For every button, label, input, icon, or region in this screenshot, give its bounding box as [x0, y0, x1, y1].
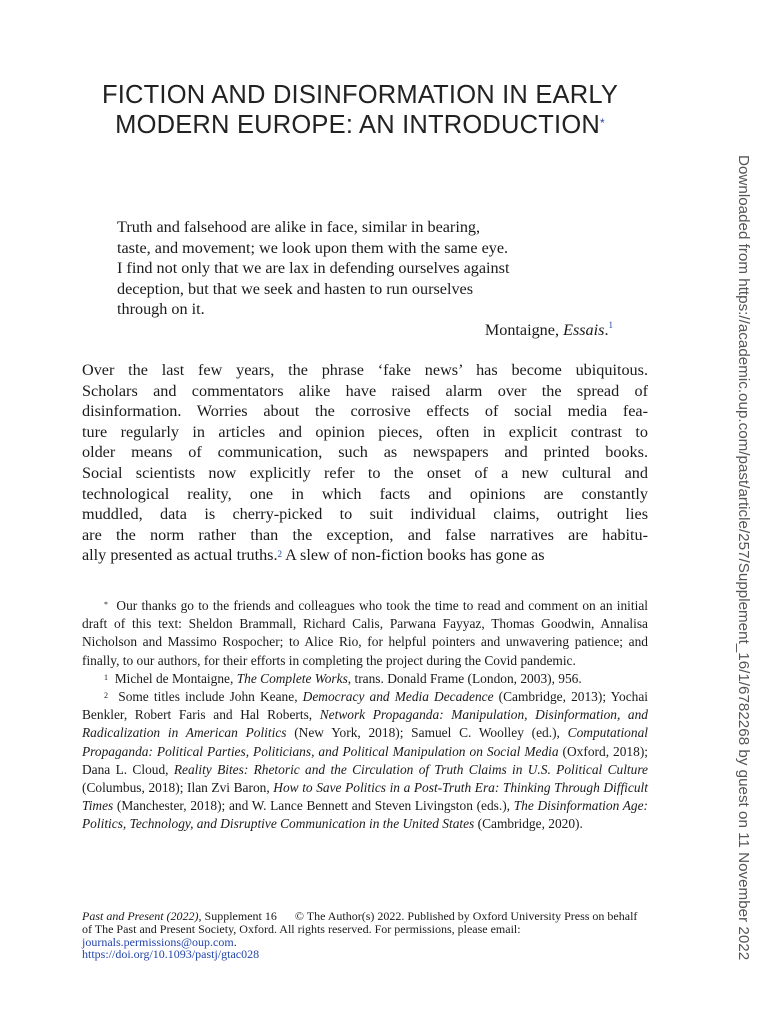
title-footnote-mark[interactable]: * [600, 116, 605, 130]
footnote-1: $^1$ Michel de Montaigne, The Complete Works, trans. Donald Frame (London, 2003), 956. [104, 670, 582, 686]
body-line: Over the last few years, the phrase ‘fake news’ has become ubiquitous. [82, 361, 648, 379]
footnote-2-segment: Some titles include John Keane, [118, 689, 303, 705]
copyright-notice: © The Author(s) 2022. Published by Oxford University Press on behalf of The Past and Present Society, Oxford. All rights reserved. For permissions, please email: [82, 909, 638, 936]
footnote-ref-1[interactable]: 1 [608, 320, 613, 330]
epigraph-line: Truth and falsehood are alike in face, similar in bearing, [117, 218, 481, 236]
footnote-2-segment: (New York, 2018); Samuel C. Woolley (ed.), [286, 725, 568, 741]
attribution-author: Montaigne, [484, 321, 560, 339]
article-title [60, 80, 660, 140]
body-line: are the norm rather than the exception, and false narratives are habitu- [82, 525, 648, 544]
page-footer: Past and Present (2022), Supplement 16 © The Author(s) 2022. Published by Oxford University Press on behalf of The Past and Present Society, Oxford. All rights reserved. For permissions, please email: journals.permissions@oup.com. https://doi.org/10.1093/pastj/gtac028 [82, 909, 638, 962]
footnote-2-segment: Democracy and Media Decadence [302, 689, 494, 705]
title-line-1: FICTION AND DISINFORMATION IN EARLY [101, 81, 619, 109]
epigraph-line: taste, and movement; we look upon them with the same eye. [117, 238, 509, 257]
epigraph [117, 217, 637, 320]
attribution-work: Essais [563, 321, 605, 339]
body-line: disinformation. Worries about the corrosive effects of social media fea- [82, 402, 648, 421]
epigraph-line: through on it. [117, 300, 205, 318]
body-line: technological reality, one in which facts and opinions are constantly [82, 484, 648, 503]
body-line: ture regularly in articles and opinion pieces, often in explicit contrast to [82, 422, 648, 441]
footnote-2-segment: Network Propaganda: Manipulation, Disinformation, and Radicalization in American Politics [82, 707, 648, 741]
footnote-2-segment: (Manchester, 2018); and W. Lance Bennett and Steven Livingston (eds.), [113, 798, 514, 814]
permissions-email-link[interactable]: journals.permissions@oup.com [82, 934, 234, 949]
doi-link[interactable]: https://doi.org/10.1093/pastj/gtac028 [82, 947, 260, 962]
body-text [82, 360, 648, 566]
body-line: older means of communication, such as newspapers and printed books. [82, 443, 648, 462]
footnote-ref-2[interactable]: 2 [277, 549, 283, 560]
footnote-star: * Our thanks go to the friends and colleagues who took the time to read and comment on an initial draft of this text: Sheldon Brammall, Richard Calis, Parwana Fayyaz, Thomas Goodwin, Annalisa Nicholson and Massimo Rospocher; to Alice Rio, for helpful pointers and unwavering patience; and finally, to our authors, for their efforts in completing the project during the Covid pandemic. [82, 598, 649, 668]
body-last-line: ally presented as actual truths.$^2$ A slew of non-fiction books has gone as [82, 546, 545, 565]
footnote-2-segment: Computational Propaganda: Political Parties, Politicians, and Political Manipulation on Social Media [82, 725, 648, 759]
footnote-2-segment: The Disinformation Age: Politics, Technology, and Disruptive Communication in the United States [82, 798, 648, 832]
body-line: Social scientists now explicitly refer to the onset of a new cultural and [82, 463, 648, 482]
footnote-2-segment: (Columbus, 2018); Ilan Zvi Baron, [82, 780, 274, 796]
body-line: Scholars and commentators alike have raised alarm over the spread of [82, 381, 648, 400]
body-line: muddled, data is cherry-picked to suit individual claims, outright lies [82, 505, 648, 524]
footnote-2-segment: How to Save Politics in a Post-Truth Era: Thinking Through Difficult Times [82, 780, 648, 814]
footnote-2-segment: Reality Bites: Rhetoric and the Circulation of Truth Claims in U.S. Political Culture [173, 761, 648, 777]
epigraph-line: I find not only that we are lax in defending ourselves against [117, 259, 510, 277]
footnote-2-segment: (Oxford, 2018); Dana L. Cloud, [82, 743, 648, 777]
supplement: Supplement 16 [204, 909, 277, 923]
footnote-2-segment: (Cambridge, 2020). [474, 816, 583, 832]
footnote-2: $^2$ Some titles include John Keane, Democracy and Media Decadence (Cambridge, 2013); Yochai Benkler, Robert Faris and Hal Roberts, Network Propaganda: Manipulation, Disinformation, and Radicalization in American Politics (New York, 2018); Samuel C. Woolley (ed.), Computational Propaganda: Political Parties, Politicians, and Political Manipulation on Social Media (Oxford, 2018); Dana L. Cloud, Reality Bites: Rhetoric and the Circulation of Truth Claims in U.S. Political Culture (Columbus, 2018); Ilan Zvi Baron, How to Save Politics in a Post-Truth Era: Thinking Through Difficult Times (Manchester, 2018); and W. Lance Bennett and Steven Livingston (eds.), The Disinformation Age: Politics, Technology, and Disruptive Communication in the United States (Cambridge, 2020). [82, 689, 649, 832]
footnote-2-segment: (Cambridge, 2013); Yochai Benkler, Robert Faris and Hal Roberts, [82, 689, 649, 723]
journal-name: Past and Present (2022), [82, 909, 202, 923]
title-line-2: MODERN EUROPE: AN INTRODUCTION [115, 111, 600, 139]
epigraph-attribution: Montaigne, Essais.$^1$ [484, 320, 613, 339]
epigraph-line: deception, but that we seek and hasten to run ourselves [117, 279, 474, 298]
download-watermark: Downloaded from https://academic.oup.com/past/article/257/Supplement_16/1/6782268 by guest on 11 November 2022 [735, 155, 752, 961]
footnotes [82, 597, 648, 834]
